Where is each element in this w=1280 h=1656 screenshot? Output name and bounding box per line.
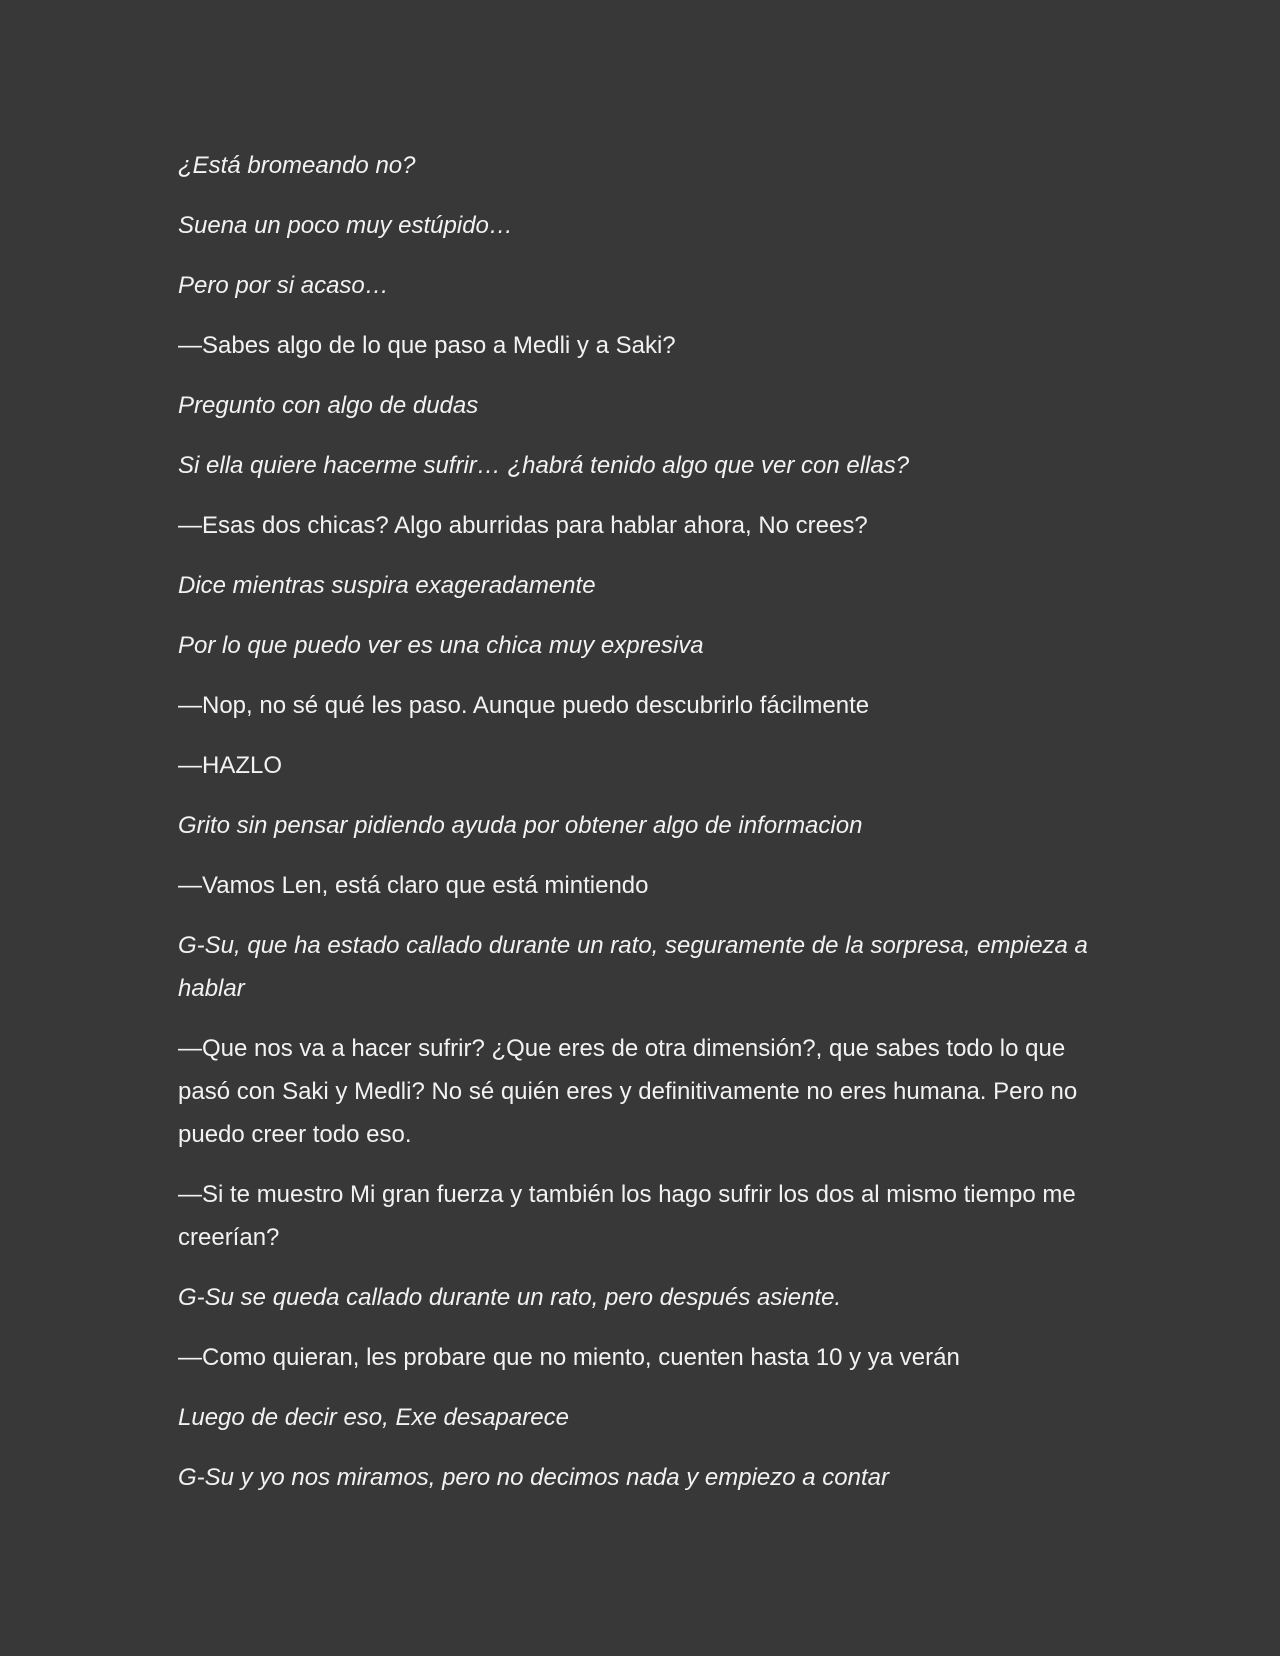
narration-paragraph: Pregunto con algo de dudas [178,392,479,419]
narration-paragraph: G-Su, que ha estado callado durante un rato, seguramente de la sorpresa, empieza a hablar [178,932,1088,1002]
narration-paragraph: G-Su se queda callado durante un rato, pero después asiente. [178,1284,842,1311]
dialogue-paragraph: —Si te muestro Mi gran fuerza y también los hago sufrir los dos al mismo tiempo me creerían? [178,1181,1076,1251]
narration-paragraph: ¿Está bromeando no? [178,152,416,179]
narration-paragraph: Por lo que puedo ver es una chica muy expresiva [178,632,704,659]
dialogue-paragraph: —HAZLO [178,752,283,779]
dialogue-paragraph: —Sabes algo de lo que paso a Medli y a Saki? [178,332,676,359]
dialogue-paragraph: —Nop, no sé qué les paso. Aunque puedo descubrirlo fácilmente [178,692,870,719]
narration-paragraph: Dice mientras suspira exageradamente [178,572,596,599]
narration-paragraph: G-Su y yo nos miramos, pero no decimos nada y empiezo a contar [178,1464,889,1491]
narration-paragraph: Pero por si acaso… [178,272,389,299]
narration-paragraph: Luego de decir eso, Exe desaparece [178,1404,569,1431]
dialogue-paragraph: —Que nos va a hacer sufrir? ¿Que eres de otra dimensión?, que sabes todo lo que pasó con Saki y Medli? No sé quién eres y definitivamente no eres humana. Pero no puedo creer todo eso. [178,1035,1078,1148]
narration-paragraph: Si ella quiere hacerme sufrir… ¿habrá tenido algo que ver con ellas? [178,452,910,479]
narration-paragraph: Grito sin pensar pidiendo ayuda por obtener algo de informacion [178,812,863,839]
dialogue-paragraph: —Esas dos chicas? Algo aburridas para hablar ahora, No crees? [178,512,868,539]
dialogue-paragraph: —Vamos Len, está claro que está mintiendo [178,872,649,899]
dialogue-paragraph: —Como quieran, les probare que no miento, cuenten hasta 10 y ya verán [178,1344,960,1371]
narration-paragraph: Suena un poco muy estúpido… [178,212,513,239]
